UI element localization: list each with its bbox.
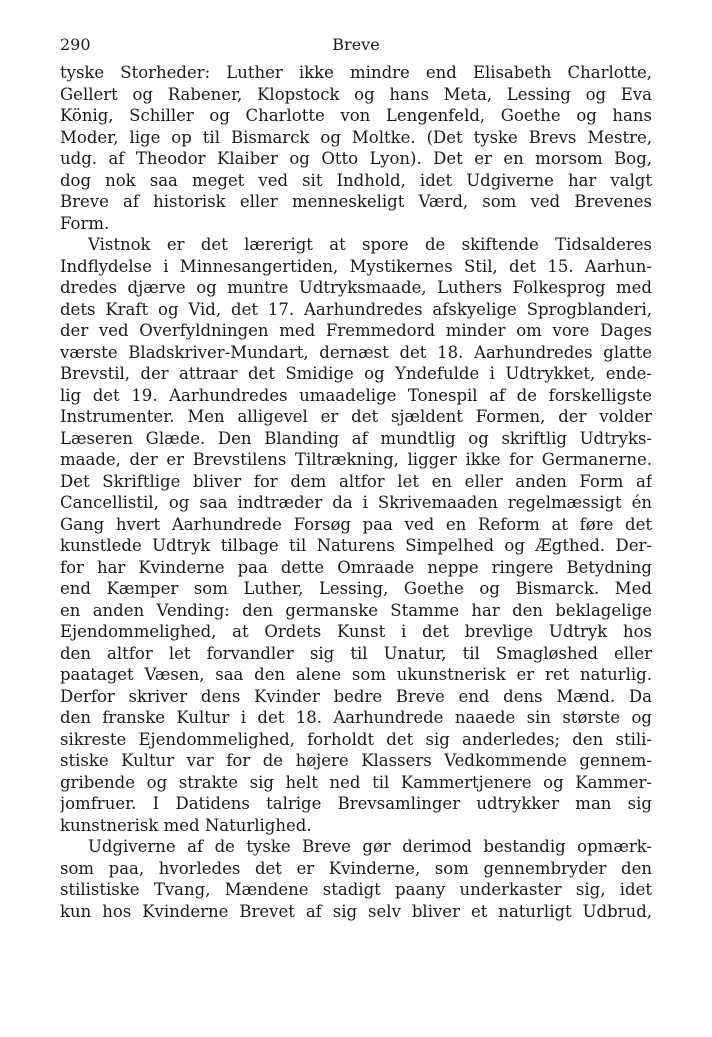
text-line: Cancellistil, og saa indtræder da i Skrivemaaden regelmæssigt én bbox=[60, 493, 652, 512]
text-line: stiske Kultur var for de højere Klassers Vedkommende gennem- bbox=[60, 751, 652, 770]
text-line: Form. bbox=[60, 213, 110, 233]
text-line: værste Bladskriver-Mundart, dernæst det 18. Aarhundredes glatte bbox=[60, 342, 652, 362]
page-header bbox=[60, 35, 652, 59]
body-text bbox=[60, 62, 652, 922]
text-line: lig det 19. Aarhundredes umaadelige Tonespil af de forskelligste bbox=[60, 385, 652, 405]
text-line: paataget Væsen, saa den alene som ukunstnerisk er ret naturlig. bbox=[60, 665, 652, 684]
text-line: sikreste Ejendommelighed, forholdt det sig anderledes; den stili- bbox=[60, 729, 652, 749]
text-line: jomfruer. I Datidens talrige Brevsamlinger udtrykker man sig bbox=[60, 794, 652, 813]
text-line: Ejendommelighed, at Ordets Kunst i det brevlige Udtryk hos bbox=[60, 622, 652, 641]
text-line: Gellert og Rabener, Klopstock og hans Meta, Lessing og Eva bbox=[60, 84, 652, 104]
text-line: kunstlede Udtryk tilbage til Naturens Simpelhed og Ægthed. Der- bbox=[60, 536, 652, 555]
text-line: Derfor skriver dens Kvinder bedre Breve end dens Mænd. Da bbox=[60, 686, 652, 706]
text-line: der ved Overfyldningen med Fremmedord minder om vore Dages bbox=[60, 321, 652, 340]
text-line: maade, der er Brevstilens Tiltrækning, ligger ikke for Germanerne. bbox=[60, 450, 652, 469]
text-line: gribende og strakte sig helt ned til Kammertjenere og Kammer- bbox=[60, 772, 652, 792]
page-number: 290 bbox=[60, 35, 91, 54]
text-line: tyske Storheder: Luther ikke mindre end Elisabeth Charlotte, bbox=[60, 63, 652, 82]
text-line: kunstnerisk med Naturlighed. bbox=[60, 815, 312, 835]
paragraph bbox=[60, 836, 652, 922]
text-line: Indflydelse i Minnesangertiden, Mystikernes Stil, det 15. Aarhun- bbox=[60, 256, 652, 276]
text-line: den altfor let forvandler sig til Unatur, til Smagløshed eller bbox=[60, 643, 652, 663]
text-line: Læseren Glæde. Den Blanding af mundtlig og skriftlig Udtryks- bbox=[60, 428, 652, 448]
text-line: Gang hvert Aarhundrede Forsøg paa ved en Reform at føre det bbox=[60, 514, 652, 534]
text-line: kun hos Kvinderne Brevet af sig selv bliver et naturligt Udbrud, bbox=[60, 901, 652, 921]
text-line: Brevstil, der attraar det Smidige og Yndefulde i Udtrykket, ende- bbox=[60, 364, 652, 383]
text-line: König, Schiller og Charlotte von Lengenfeld, Goethe og hans bbox=[60, 106, 652, 125]
text-line: Det Skriftlige bliver for dem altfor let en eller anden Form af bbox=[60, 471, 652, 491]
text-line: en anden Vending: den germanske Stamme har den beklagelige bbox=[60, 600, 652, 620]
text-line: Udgiverne af de tyske Breve gør derimod bestandig opmærk- bbox=[88, 837, 652, 856]
text-line: dets Kraft og Vid, det 17. Aarhundredes afskyelige Sprogblanderi, bbox=[60, 299, 652, 319]
text-line: Vistnok er det lærerigt at spore de skiftende Tidsalderes bbox=[88, 235, 652, 254]
paragraph bbox=[60, 234, 652, 836]
text-line: dredes djærve og muntre Udtryksmaade, Luthers Folkesprog med bbox=[60, 278, 652, 297]
text-line: Instrumenter. Men alligevel er det sjældent Formen, der volder bbox=[60, 407, 652, 426]
running-title: Breve bbox=[332, 35, 380, 54]
text-line: som paa, hvorledes det er Kvinderne, som gennembryder den bbox=[60, 858, 652, 878]
text-line: for har Kvinderne paa dette Omraade neppe ringere Betydning bbox=[60, 557, 652, 577]
text-line: Moder, lige op til Bismarck og Moltke. (Det tyske Brevs Mestre, bbox=[60, 127, 652, 147]
text-line: end Kæmper som Luther, Lessing, Goethe og Bismarck. Med bbox=[60, 579, 652, 598]
text-line: den franske Kultur i det 18. Aarhundrede naaede sin største og bbox=[60, 708, 652, 727]
text-line: Breve af historisk eller menneskeligt Værd, som ved Brevenes bbox=[60, 192, 652, 211]
text-line: stilistiske Tvang, Mændene stadigt paany underkaster sig, idet bbox=[60, 880, 652, 899]
text-line: dog nok saa meget ved sit Indhold, idet Udgiverne har valgt bbox=[60, 170, 652, 190]
paragraph bbox=[60, 62, 652, 234]
text-line: udg. af Theodor Klaiber og Otto Lyon). Det er en morsom Bog, bbox=[60, 149, 652, 168]
